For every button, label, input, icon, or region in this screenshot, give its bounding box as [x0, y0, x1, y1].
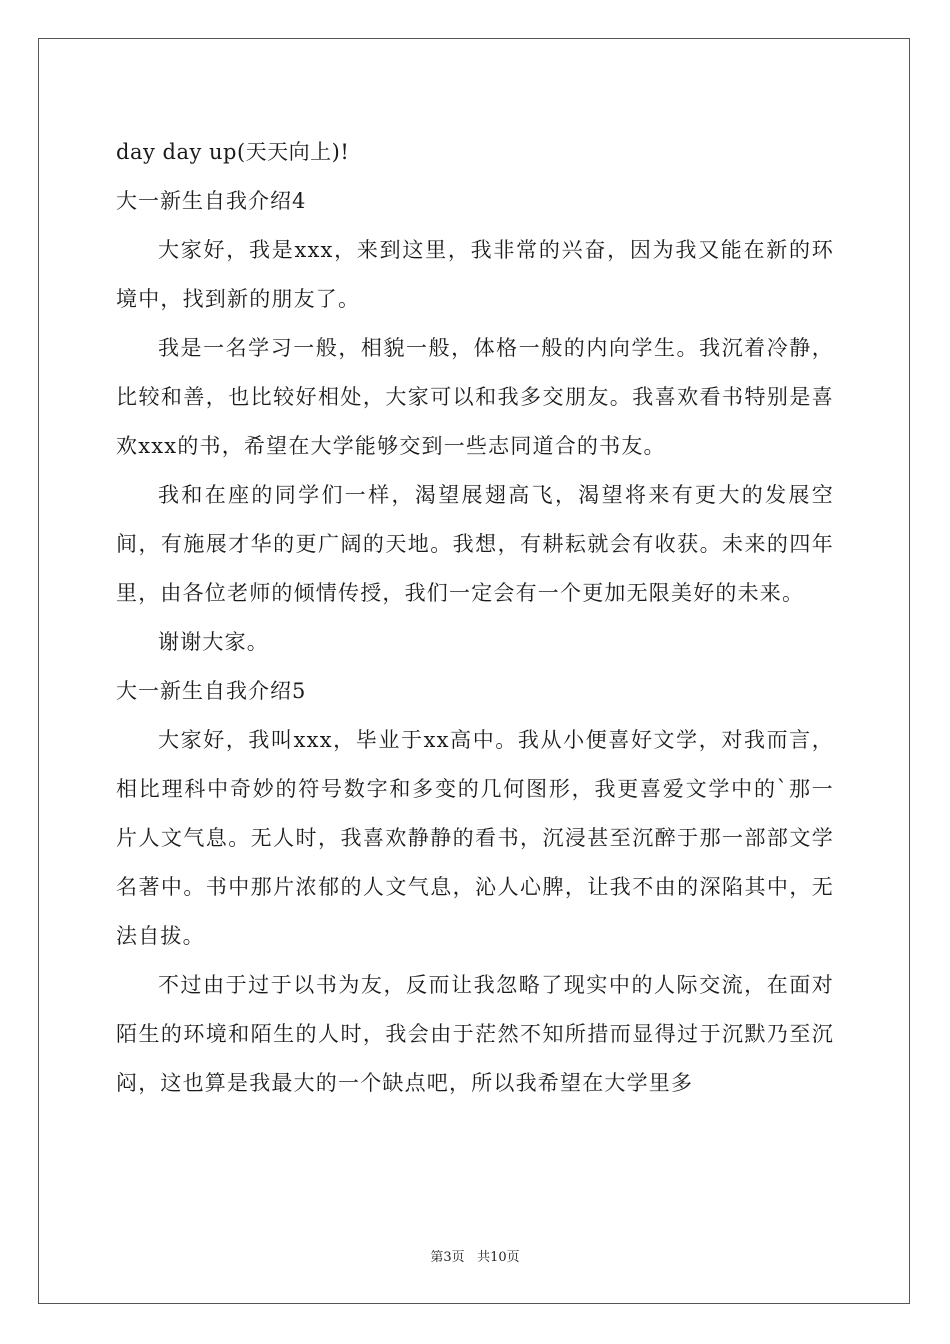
page-footer	[0, 1246, 950, 1265]
document-body	[116, 128, 834, 1108]
paragraph: 大家好，我叫xxx，毕业于xx高中。我从小便喜好文学，对我而言，相比理科中奇妙的符号数字和多变的几何图形，我更喜爱文学中的`那一片人文气息。无人时，我喜欢静静的看书，沉浸甚至沉醉于那一部部文学名著中。书中那片浓郁的人文气息，沁人心脾，让我不由的深陷其中，无法自拔。	[116, 728, 834, 948]
paragraph: 谢谢大家。	[158, 630, 269, 654]
section-heading-4: 大一新生自我介绍4	[116, 189, 307, 213]
closing-line: day day up(天天向上)!	[116, 140, 350, 164]
page-number: 第3页	[430, 1250, 465, 1265]
paragraph: 我和在座的同学们一样，渴望展翅高飞，渴望将来有更大的发展空间，有施展才华的更广阔的天地。我想，有耕耘就会有收获。未来的四年里，由各位老师的倾情传授，我们一定会有一个更加无限美好的未来。	[116, 483, 834, 605]
paragraph: 我是一名学习一般，相貌一般，体格一般的内向学生。我沉着冷静，比较和善，也比较好相处，大家可以和我多交朋友。我喜欢看书特别是喜欢xxx的书，希望在大学能够交到一些志同道合的书友。	[116, 336, 834, 458]
paragraph: 不过由于过于以书为友，反而让我忽略了现实中的人际交流，在面对陌生的环境和陌生的人时，我会由于茫然不知所措而显得过于沉默乃至沉闷，这也算是我最大的一个缺点吧，所以我希望在大学里多	[116, 973, 834, 1095]
paragraph: 大家好，我是xxx，来到这里，我非常的兴奋，因为我又能在新的环境中，找到新的朋友了。	[116, 238, 834, 311]
section-heading-5: 大一新生自我介绍5	[116, 679, 307, 703]
page-total: 共10页	[477, 1250, 520, 1265]
